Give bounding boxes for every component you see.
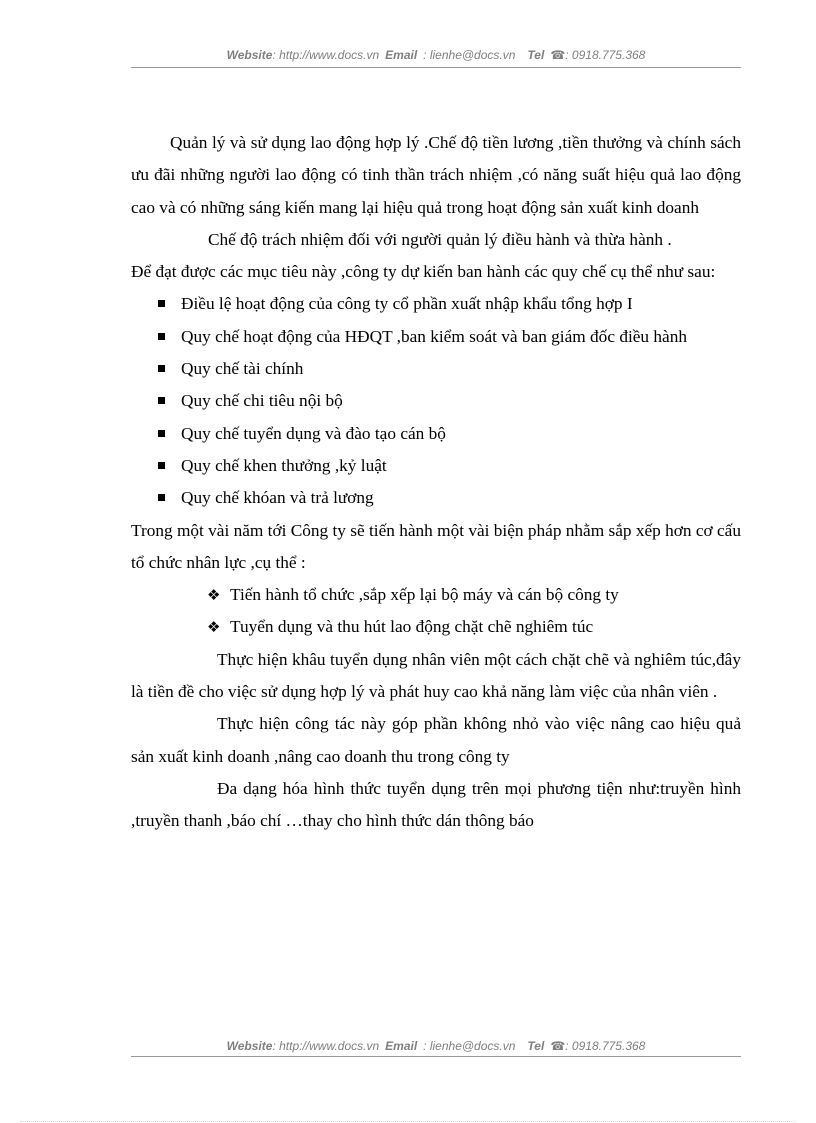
header-email-label: Email [385, 48, 418, 62]
paragraph-7: Đa dạng hóa hình thức tuyển dụng trên mọi phương tiện như:truyền hình ,truyền thanh ,báo chí …thay cho hình thức dán thông báo [131, 778, 741, 831]
bullet-item [131, 482, 741, 514]
bullet-text: Điều lệ hoạt động của công ty cổ phần xuất nhập khẩu tổng hợp I [181, 294, 633, 314]
header-website-label: Website [226, 48, 273, 62]
footer-website-label: Website [226, 1039, 273, 1053]
paragraph-5: Thực hiện khâu tuyển dụng nhân viên một cách chặt chẽ và nghiêm túc,đây là tiền đề cho việc sử dụng hợp lý và phát huy cao khả năng làm việc của nhân viên . [131, 649, 741, 702]
page-bottom-border [20, 1121, 796, 1122]
bullet-item [131, 450, 741, 482]
bullet-text: Quy chế tuyển dụng và đào tạo cán bộ [181, 423, 446, 443]
page-header [131, 48, 741, 62]
footer-email-value: : lienhe@docs.vn [423, 1039, 516, 1053]
bullet-item [131, 385, 741, 417]
diamond-item [131, 611, 741, 643]
footer-rule [131, 1056, 741, 1057]
bullet-text: Quy chế tài chính [181, 359, 304, 379]
diamond-item-text: Tiến hành tổ chức ,sắp xếp lại bộ máy và cán bộ công ty [230, 585, 619, 605]
header-website-value: : http://www.docs.vn [272, 48, 380, 62]
paragraph-2: Chế độ trách nhiệm đối với người quản lý điều hành và thừa hành . [208, 229, 672, 249]
bullet-item [131, 418, 741, 450]
square-bullet-icon [158, 288, 165, 295]
bullet-text: Quy chế khóan và trả lương [181, 488, 374, 508]
bullet-item [131, 353, 741, 385]
header-email-value: : lienhe@docs.vn [423, 48, 516, 62]
header-tel-label: Tel [527, 48, 545, 62]
paragraph-4: Trong một vài năm tới Công ty sẽ tiến hành một vài biện pháp nhằm sắp xếp hơn cơ cấu tổ chức nhân lực ,cụ thể : [131, 520, 741, 572]
square-bullet-icon [158, 482, 165, 489]
document-body [131, 127, 741, 838]
diamond-bullet-icon: ❖ [207, 618, 221, 637]
paragraph-3: Để đạt được các mục tiêu này ,công ty dự kiến ban hành các quy chế cụ thể như sau: [131, 262, 716, 282]
diamond-item [131, 579, 741, 611]
page-footer [131, 1039, 741, 1053]
square-bullet-icon [158, 321, 165, 328]
header-rule [131, 67, 741, 68]
square-bullet-icon [158, 418, 165, 425]
footer-website-value: : http://www.docs.vn [272, 1039, 380, 1053]
diamond-bullet-icon: ❖ [207, 586, 221, 605]
paragraph-1: Quản lý và sử dụng lao động hợp lý .Chế độ tiền lương ,tiền thưởng và chính sách ưu đãi những người lao động có tinh thần trách nhiệm ,có năng suất hiệu quả lao động cao và có những sáng kiến mang lại hiệu quả trong hoạt động sản xuất kinh doanh [131, 133, 741, 217]
header-tel-value: : 0918.775.368 [565, 48, 646, 62]
bullet-text: Quy chế chi tiêu nội bộ [181, 391, 343, 411]
footer-tel-label: Tel [527, 1039, 545, 1053]
square-bullet-icon [158, 385, 165, 392]
bullet-text: Quy chế khen thưởng ,kỷ luật [181, 455, 387, 475]
footer-tel-value: : 0918.775.368 [565, 1039, 646, 1053]
paragraph-6: Thực hiện công tác này góp phần không nhỏ vào việc nâng cao hiệu quả sản xuất kinh doanh ,nâng cao doanh thu trong công ty [131, 714, 741, 766]
square-bullet-icon [158, 450, 165, 457]
phone-icon: ☎ [550, 48, 566, 62]
bullet-item [131, 288, 741, 320]
square-bullet-icon [158, 353, 165, 360]
footer-email-label: Email [385, 1039, 418, 1053]
bullet-text: Quy chế hoạt động của HĐQT ,ban kiểm soát và ban giám đốc điều hành [181, 326, 687, 346]
phone-icon: ☎ [550, 1039, 566, 1053]
bullet-item [131, 321, 741, 353]
diamond-item-text: Tuyển dụng và thu hút lao động chặt chẽ nghiêm túc [230, 617, 594, 637]
